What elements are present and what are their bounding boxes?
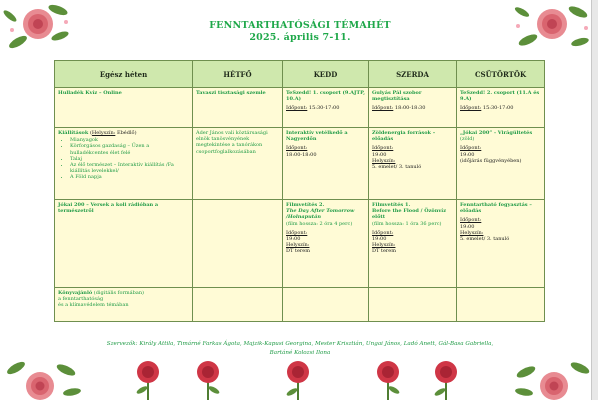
list-item: • Mianyagok	[70, 137, 189, 143]
table-row	[55, 128, 545, 200]
header-monday: HÉTFŐ	[193, 61, 283, 88]
table-row	[55, 288, 545, 322]
rose-1	[136, 361, 159, 400]
rose-bouquet-bottom-right	[512, 354, 596, 400]
cell-empty	[369, 288, 457, 322]
cell-green-energy-lecture: Zöldenergia források – előadás Időpont: 19:00 Helyszín: 5. emelet/ 3. tanuló	[369, 128, 457, 200]
rose-flower	[26, 372, 54, 400]
header-thursday: CSÜTÖRTÖK	[457, 61, 545, 88]
cell-flower-planting: „Jókai 200” - Virágültetés (zöld) Időpont: 19:00 (időjárás függvényében)	[457, 128, 545, 200]
rose-flower	[540, 372, 568, 400]
cell-teszedd-group-2: TeSzedd! 2. csoport (11.A és 9.A) Időpont: 15:30-17:00	[457, 88, 545, 128]
cell-empty	[457, 288, 545, 322]
cell-book-recommendation: Könyvajánló (digitális formában) a fenntarthatóság és a klímavédelem témában	[55, 288, 193, 322]
cell-poems-radio: Jókai 200 – Versek a koli rádióban a természetről	[55, 200, 193, 288]
cell-spring-cleaning: Tavaszi tisztasági szemle	[193, 88, 283, 128]
list-item: • Az élő természet – Interaktív kiállítás /Fa kiállítás levelekkel/	[70, 162, 189, 174]
cell-sustainable-consumption: Fenntartható fogyasztás – előadás Időpont: 19:00 Helyszín: 5. emelet/ 3. tanuló	[457, 200, 545, 288]
rose-5	[434, 361, 457, 400]
schedule-table	[54, 60, 545, 322]
table-row	[55, 200, 545, 288]
cell-nature-trail: Áder János vali köztársasági elnök tanösvényének megtekintése a tanórákon csoportfoglalkozásában	[193, 128, 283, 200]
cell-empty	[283, 288, 369, 322]
table-header-row	[55, 61, 545, 88]
cell-monday-empty	[193, 200, 283, 288]
cell-teszedd-group-1: TeSzedd! 1. csoport (9.AJTP, 10.A) Időpont: 15:30-17:00	[283, 88, 369, 128]
rose-row-decoration	[120, 358, 480, 400]
cell-film-screening-1: Filmvetítés 1. Before the Flood / Özönvíz előtt (film hossza: 1 óra 36 perc) Időpont: 19:00 Helyszín: DT terem	[369, 200, 457, 288]
organizers-line-1: Szervezők: Király Attila, Timárné Farkas Ágota, Majzik-Kapusi Georgina, Mester Krisztián, Ungai János, Ladó Anett, Gál-Basa Gabriella,	[106, 341, 494, 347]
cell-statue-cleaning: Gulyás Pál szobor megtisztítása Időpont: 18:00-18:30	[369, 88, 457, 128]
list-item: • Körforgásos gazdaság – Üzen a hulladékcentes élet felé	[70, 143, 189, 155]
cell-empty	[193, 288, 283, 322]
header-tuesday: KEDD	[283, 61, 369, 88]
rose-2	[197, 361, 220, 400]
cell-film-screening-2: Filmvetítés 2. The Day After Tomorrow /Holnapután (film hossza: 2 óra 4 perc) Időpont: 19:00 Helyszín: DT terem	[283, 200, 369, 288]
header-wednesday: SZERDA	[369, 61, 457, 88]
rose-bouquet-bottom-left	[0, 354, 84, 400]
organizers-line-2: Bartáné Kolozsi Ilona	[269, 350, 331, 356]
rose-4	[377, 361, 400, 400]
list-item: • Talaj	[70, 156, 189, 162]
table-row	[55, 88, 545, 128]
document-title: FENNTARTHATÓSÁGI TÉMAHÉT	[209, 20, 391, 31]
page-edge	[591, 0, 598, 400]
rose-3	[286, 361, 309, 400]
list-item: • A Föld napja	[70, 174, 189, 180]
cell-interactive-contest: Interaktív vetélkedő a Nagyerdőn Időpont: 18:00-18:00	[283, 128, 369, 200]
exhibition-list	[58, 137, 189, 180]
header-whole-week: Egész héten	[55, 61, 193, 88]
cell-waste-quiz: Hulladék Kvíz – Online	[55, 88, 193, 128]
document-date: 2025. április 7-11.	[249, 32, 351, 43]
cell-exhibitions: Kiállítások (Helyszín: Ebédlő) • Mianyagok • Körforgásos gazdaság – Üzen a hulladékcentes élet felé • Talaj • Az élő természet – Interaktív kiállítás /Fa kiállítás levelekkel/ • A Föld napja	[55, 128, 193, 200]
